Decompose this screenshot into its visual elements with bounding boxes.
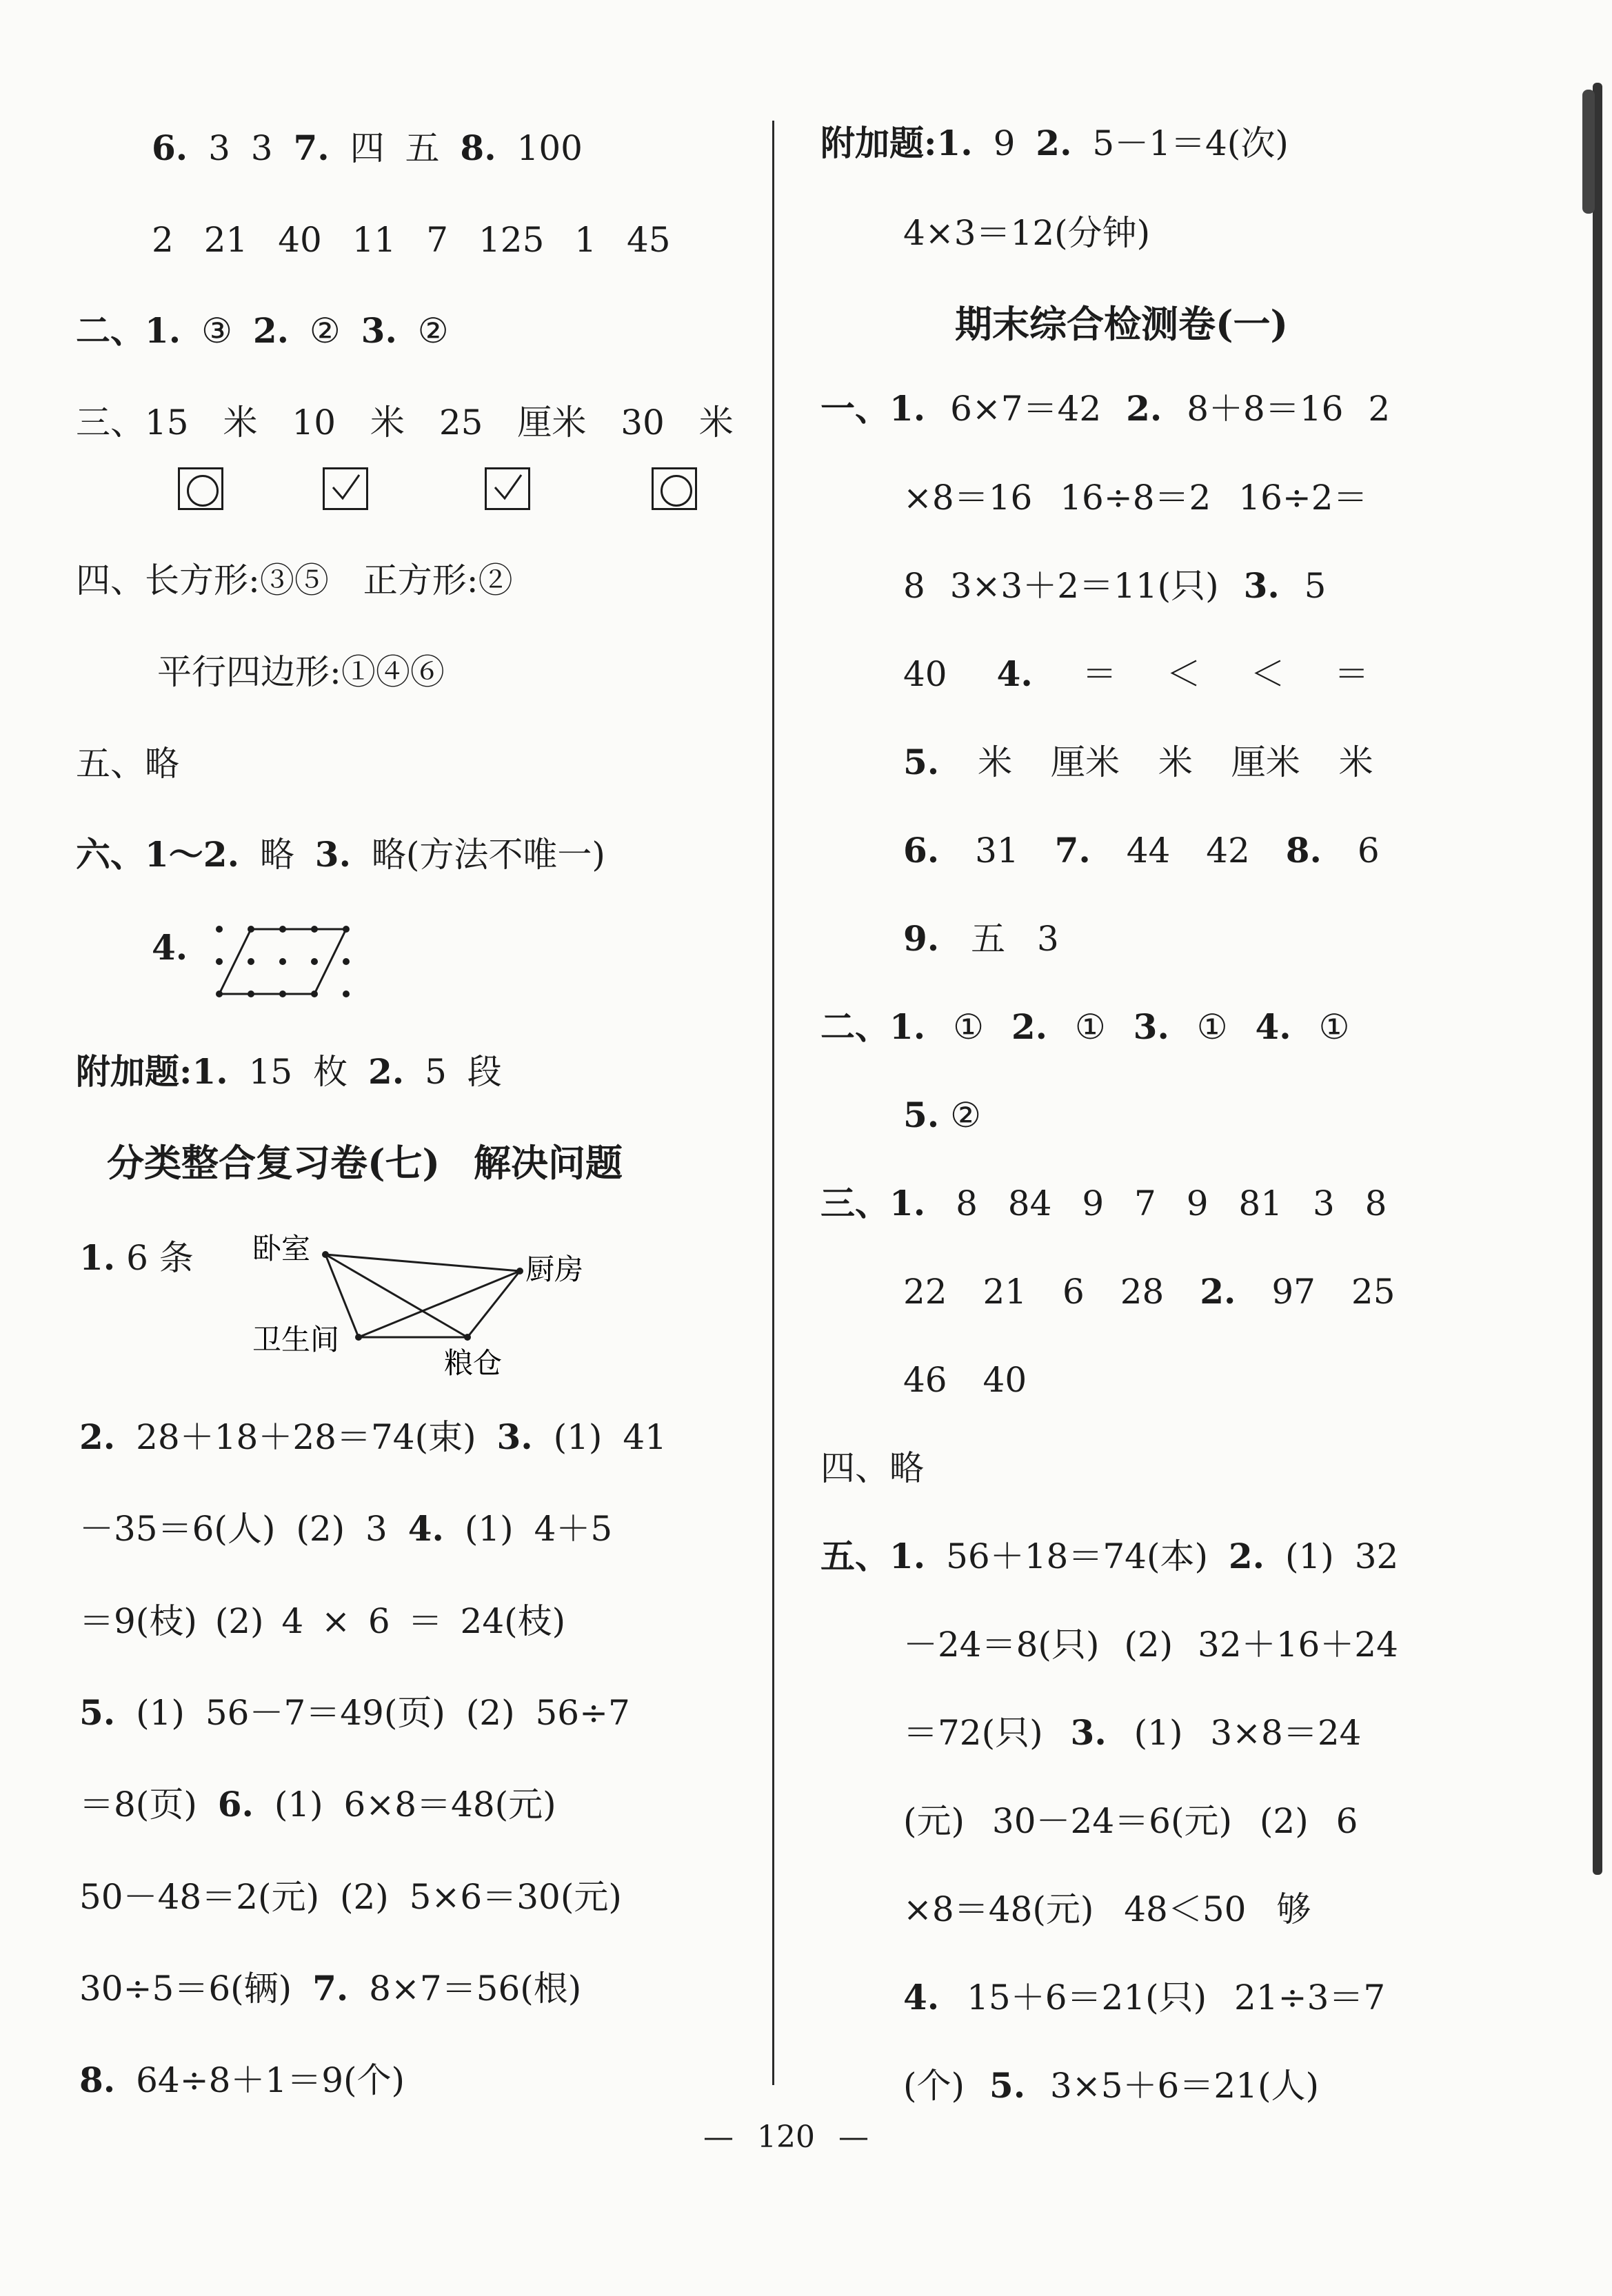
check-box-icon (323, 467, 368, 510)
answer-line: 二、1. ① 2. ① 3. ① 4. ① (820, 1006, 1350, 1047)
answer-line: 4. (152, 927, 188, 968)
column-divider (772, 121, 774, 2085)
answer-line: 30÷5＝6(辆) 7. 8×7＝56(根) (79, 1968, 582, 2009)
answer-line: 5. 米 厘米 米 厘米 米 (903, 742, 1373, 782)
answer-line: 三、15 米 10 米 25 厘米 30 米 (76, 403, 734, 443)
answer-line: 2. 28＋18＋28＝74(束) 3. (1) 41 (79, 1416, 667, 1457)
answer-line: 5. (1) 56－7＝49(页) (2) 56÷7 (79, 1692, 630, 1733)
answer-line: 40 4. ＝ ＜ ＜ ＝ (903, 653, 1369, 694)
answer-line: 一、1. 6×7＝42 2. 8＋8＝16 2 (820, 388, 1391, 429)
answer-line: 50－48＝2(元) (2) 5×6＝30(元) (79, 1877, 622, 1917)
answer-line: －24＝8(只) (2) 32＋16＋24 (903, 1625, 1398, 1665)
answer-line: 22 21 6 28 2. 97 25 (903, 1271, 1396, 1312)
answer-line: 二、1. ③ 2. ② 3. ② (76, 310, 449, 351)
answer-line: ＝8(页) 6. (1) 6×8＝48(元) (79, 1784, 556, 1825)
answer-line: 8 3×3＋2＝11(只) 3. 5 (903, 565, 1327, 606)
answer-line: 8. 64÷8＋1＝9(个) (79, 2060, 405, 2100)
section-heading: 分类整合复习卷(七) 解决问题 (107, 1141, 623, 1185)
node-label-granary: 粮仓 (444, 1346, 503, 1380)
page-number: — 120 — (703, 2120, 869, 2155)
answer-line: ＝9(枝) (2) 4 × 6 ＝ 24(枝) (79, 1601, 566, 1641)
answer-line: 5. ② (903, 1095, 981, 1135)
node-label-bathroom: 卫生间 (252, 1323, 340, 1357)
answer-line: 五、略 (76, 744, 179, 784)
page-edge-shadow-top (1582, 90, 1595, 214)
answer-line: －35＝6(人) (2) 3 4. (1) 4＋5 (79, 1508, 613, 1549)
circle-box-icon (178, 467, 223, 510)
answer-line: ＝72(只) 3. (1) 3×8＝24 (903, 1712, 1362, 1753)
answer-line: ×8＝16 16÷8＝2 16÷2＝ (903, 478, 1368, 518)
section-heading: 期末综合检测卷(一) (955, 302, 1289, 346)
answer-line: 平行四边形:①④⑥ (157, 652, 445, 692)
answer-line: 1. 6 条 (79, 1237, 194, 1278)
circle-box-icon (652, 467, 697, 510)
answer-line: 四、略 (820, 1448, 924, 1488)
answer-line: 三、1. 8 84 9 7 9 81 3 8 (820, 1183, 1387, 1223)
answer-line: 附加题:1. 9 2. 5－1＝4(次) (820, 123, 1289, 163)
node-label-kitchen: 厨房 (525, 1252, 584, 1286)
answer-line: (个) 5. 3×5＋6＝21(人) (903, 2065, 1319, 2106)
answer-line: 4×3＝12(分钟) (903, 213, 1151, 253)
answer-line: 4. 15＋6＝21(只) 21÷3＝7 (903, 1977, 1386, 2018)
answer-line: 2 21 40 11 7 125 1 45 (152, 220, 671, 260)
answer-line: 四、长方形:③⑤ 正方形:② (76, 560, 513, 600)
answer-line: (元) 30－24＝6(元) (2) 6 (903, 1801, 1358, 1841)
answer-line: 附加题:1. 15 枚 2. 5 段 (76, 1051, 502, 1092)
answer-line: 9. 五 3 (903, 918, 1059, 959)
page-edge-shadow (1593, 83, 1602, 1875)
answer-line: 46 40 (903, 1360, 1027, 1400)
answer-line: 六、1～2. 略 3. 略(方法不唯一) (76, 834, 605, 875)
node-label-bedroom: 卧室 (252, 1232, 311, 1266)
answer-line: 6. 3 3 7. 四 五 8. 100 (152, 128, 583, 168)
dot-grid-parallelogram (207, 917, 365, 1006)
answer-line: 6. 31 7. 44 42 8. 6 (903, 830, 1380, 871)
answer-line: 五、1. 56＋18＝74(本) 2. (1) 32 (820, 1536, 1399, 1576)
room-path-diagram (248, 1220, 621, 1385)
check-box-icon (485, 467, 530, 510)
answer-line: ×8＝48(元) 48＜50 够 (903, 1889, 1311, 1929)
